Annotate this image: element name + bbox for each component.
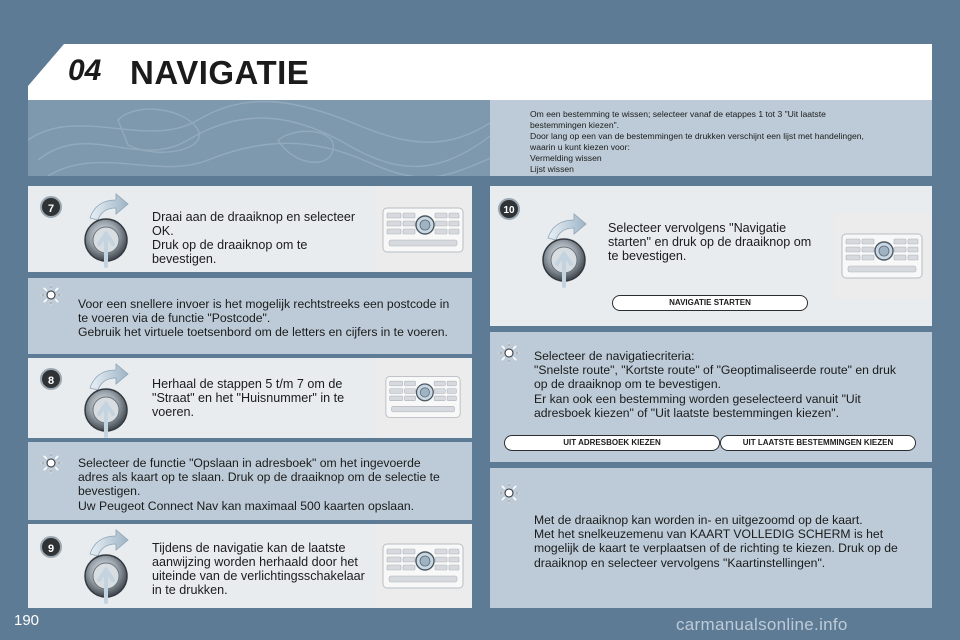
tip-text-criteria [534,349,928,420]
step-7-text [152,210,374,266]
step-10-text [608,221,830,263]
step-line: "Straat" en het "Huisnummer" in te [152,391,345,405]
tip-text-addressbook [78,456,468,513]
navigatie-starten-button[interactable]: NAVIGATIE STARTEN [612,295,808,311]
step-line: aanwijzing worden herhaald door het [152,555,358,569]
uit-adresboek-kiezen-button[interactable]: UIT ADRESBOEK KIEZEN [504,435,720,451]
tip-line: Met het snelkeuzemenu van KAART VOLLEDIG SCHERM is het [534,527,884,542]
tip-line: Selecteer de navigatiecriteria: [534,349,695,363]
tip-line: "Snelste route", "Kortste route" of "Geoptimaliseerde route" en druk [534,363,896,378]
radio-unit-icon [834,214,930,298]
step-9-text [152,541,374,597]
sun-tip-icon [498,482,520,504]
tip-text-postcode [78,297,468,340]
intro-line: Vermelding wissen [530,153,602,163]
uit-laatste-bestemmingen-kiezen-button[interactable]: UIT LAATSTE BESTEMMINGEN KIEZEN [720,435,916,451]
rotary-knob-icon [76,362,144,440]
tip-line: Uw Peugeot Connect Nav kan maximaal 500 kaarten opslaan. [78,498,415,513]
chapter-number: 04 [68,54,102,87]
tip-line: Er kan ook een bestemming worden geselecteerd vanuit "Uit [534,391,861,406]
step-line: Draai aan de draaiknop en selecteer OK. [152,210,356,238]
tip-line: op de draaiknop om te bevestigen. [534,377,722,392]
tip-line: te voeren via de functie "Postcode". [78,311,271,326]
step-number-badge: 10 [498,198,520,220]
sun-tip-icon [40,284,62,306]
radio-unit-icon [375,524,471,608]
tip-line: Gebruik het virtuele toetsenbord om de letters en cijfers in te voeren. [78,325,448,340]
step-line: uiteinde van de verlichtingsschakelaar [152,569,365,583]
step-number-badge: 8 [40,368,62,390]
page-title: NAVIGATIE [130,54,310,91]
sun-tip-icon [40,452,62,474]
rotary-knob-icon [534,212,602,290]
radio-unit-icon [375,188,471,272]
tip-line: adresboek kiezen" of "Uit laatste bestemmingen kiezen". [534,405,839,420]
tip-line: bevestigen. [78,484,141,499]
tip-text-map [534,513,928,570]
step-number-badge: 9 [40,536,62,558]
intro-line: waarin u kunt kiezen voor: [530,142,630,152]
step-line: in te drukken. [152,583,228,597]
step-line: voeren. [152,405,195,419]
tip-line: Voor een snellere invoer is het mogelijk rechtstreeks een postcode in [78,297,450,311]
tip-line: Selecteer de functie "Opslaan in adresboek" om het ingevoerde [78,456,421,470]
radio-unit-icon [375,358,471,436]
step-line: bevestigen. [152,252,217,266]
tip-line: Met de draaiknop kan worden in- en uitgezoomd op de kaart. [534,513,863,527]
tip-line: mogelijk de kaart te verplaatsen of de richting te kiezen. Druk op de [534,541,898,556]
step-line: Herhaal de stappen 5 t/m 7 om de [152,377,343,391]
step-8-text [152,377,374,419]
rotary-knob-icon [76,192,144,270]
step-line: Selecteer vervolgens "Navigatie [608,221,787,235]
step-line: Tijdens de navigatie kan de laatste [152,541,346,555]
page-number: 190 [14,612,40,629]
intro-note [490,100,932,176]
intro-line: Lijst wissen [530,164,574,174]
intro-line: Om een bestemming te wissen; selecteer vanaf de etappes 1 tot 3 "Uit laatste [530,109,826,119]
step-line: Druk op de draaiknop om te [152,238,308,252]
step-line: starten" en druk op de draaiknop om [608,235,812,249]
step-number-badge: 7 [40,196,62,218]
tip-line: draaiknop en selecteer vervolgens "Kaartinstellingen". [534,555,826,570]
tip-line: adres als kaart op te slaan. Druk op de draaiknop om de selectie te [78,470,440,485]
step-line: te bevestigen. [608,249,687,263]
watermark: carmanualsonline.info [676,615,848,634]
intro-line: Door lang op een van de bestemmingen te drukken verschijnt een lijst met handelingen, [530,131,864,141]
intro-line: bestemmingen kiezen". [530,120,620,130]
rotary-knob-icon [76,528,144,606]
sun-tip-icon [498,342,520,364]
